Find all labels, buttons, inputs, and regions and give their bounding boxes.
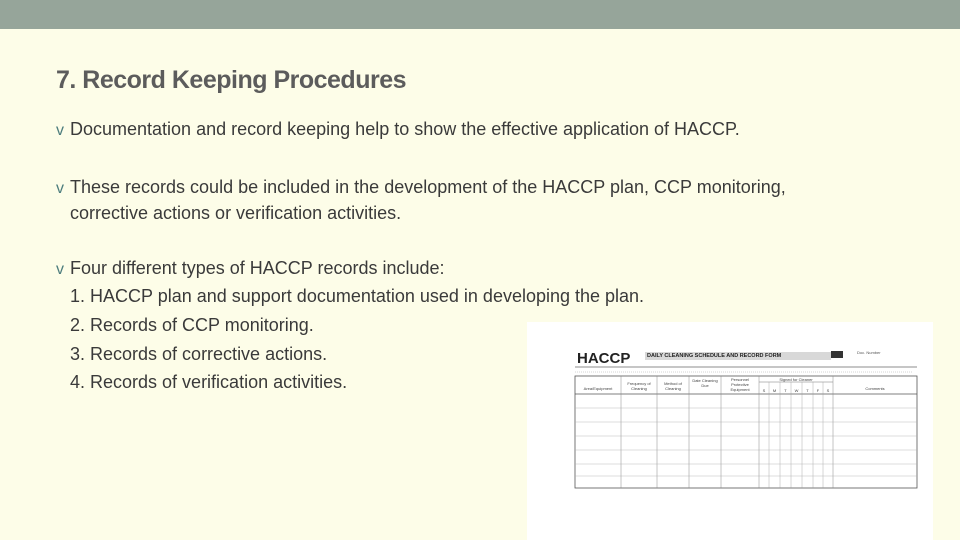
- bullet-text-line1: These records could be included in the development of the HACCP plan, CCP monitoring,: [70, 177, 786, 197]
- day-label: T: [806, 388, 809, 393]
- col-comments: Comments: [865, 386, 885, 391]
- day-label: T: [784, 388, 787, 393]
- list-item: 1. HACCP plan and support documentation used in developing the plan.: [70, 286, 645, 306]
- bullet-four-types: [56, 256, 445, 282]
- list-item: 3. Records of corrective actions.: [70, 344, 328, 364]
- bullet-text: Documentation and record keeping help to show the effective application of HACCP.: [70, 119, 740, 139]
- bullet-text-line2: corrective actions or verification activities.: [70, 203, 402, 223]
- bullet-records: [56, 175, 786, 225]
- day-label: M: [772, 388, 777, 393]
- bullet-documentation: [56, 117, 740, 143]
- slide-title: 7. Record Keeping Procedures: [56, 66, 407, 94]
- col-ppe: Personnel Protective Equipment: [730, 377, 750, 392]
- col-method: Method of Cleaning: [664, 381, 682, 391]
- col-frequency: Frequency of Cleaning: [627, 381, 651, 391]
- diamond-bullet-icon: v: [56, 180, 64, 197]
- day-label: S: [826, 388, 830, 393]
- day-label: S: [762, 388, 766, 393]
- day-label: F: [816, 388, 820, 393]
- col-date-due: Date Cleaning Due: [692, 378, 718, 388]
- haccp-logo: HACCP: [577, 350, 631, 367]
- diamond-bullet-icon: v: [56, 261, 64, 278]
- form-grid: [573, 346, 919, 490]
- diamond-bullet-icon: v: [56, 122, 64, 139]
- form-title: DAILY CLEANING SCHEDULE AND RECORD FORM: [645, 352, 831, 360]
- col-area: Area/Equipment: [583, 386, 613, 391]
- top-bar: [0, 0, 960, 29]
- day-label: W: [794, 388, 799, 393]
- cleaning-record-form: [573, 346, 919, 490]
- list-item: 4. Records of verification activities.: [70, 372, 348, 392]
- list-item: 2. Records of CCP monitoring.: [70, 315, 314, 335]
- doc-number-label: Doc. Number: [857, 350, 881, 355]
- col-signed: Signed for Cleaner: [779, 377, 813, 382]
- bullet-text: Four different types of HACCP records include:: [70, 258, 445, 278]
- haccp-form-image: [527, 322, 933, 540]
